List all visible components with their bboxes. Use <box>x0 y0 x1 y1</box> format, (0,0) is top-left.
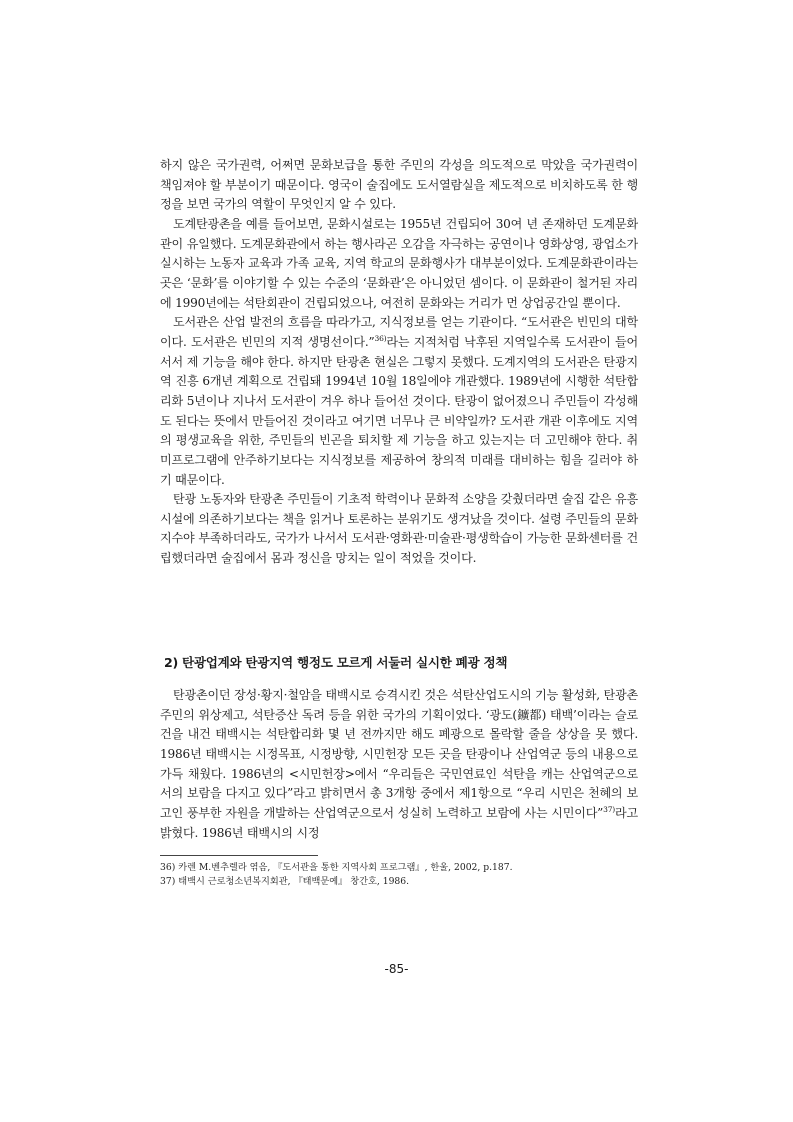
footnote-ref-37[interactable]: 37) <box>603 804 616 814</box>
footnote-36: 36) 카렌 M.벤추렐라 엮음, 『도서관을 통한 지역사회 프로그램』, 한울, 2002, p.187. <box>160 862 513 873</box>
section-paragraph-1-text-b: 라고 밝혔다. 1986년 태백시의 시정 <box>160 805 638 840</box>
paragraph-3-text-b: 라는 지적처럼 낙후된 지역일수록 도서관이 들어서서 제 기능을 해야 한다. 하지만 탄광촌 현실은 그렇지 못했다. 도계지역의 도서관은 탄광지역 진흥 6개년 계획으로 건립돼 1994년 10월 18일에야 개관했다. 1989년에 시행한 석탄합리화 5년이나 지나서 도서관이 겨우 하나 들어선 것이다. 탄광이 없어졌으니 주민들이 각성해도 된다는 뜻에서 만들어진 것이라고 여기면 너무나 큰 비약일까? 도서관 개관 이후에도 지역의 평생교육을 위한, 주민들의 빈곤을 퇴치할 제 기능을 하고 있는지는 더 고민해야 한다. 취미프로그램에 안주하기보다는 지식정보를 제공하여 창의적 미래를 대비하는 힘을 길러야 하기 때문이다. <box>160 334 639 487</box>
section-heading: 2) 탄광업계와 탄광지역 행정도 모르게 서둘러 실시한 폐광 정책 <box>164 655 508 670</box>
paragraph-3 <box>160 313 638 490</box>
footnote-37: 37) 태백시 근로청소년복지회관, 『태백문예』 창간호, 1986. <box>160 876 410 888</box>
footnote-ref-36[interactable]: 36) <box>374 333 387 343</box>
paragraph-4: 탄광 노동자와 탄광촌 주민들이 기초적 학력이나 문화적 소양을 갖췄더라면 술집 같은 유흥시설에 의존하기보다는 책을 읽거나 토론하는 분위기도 생겨났을 것이다. 설령 주민들의 문화지수야 부족하더라도, 국가가 나서서 도서관·영화관·미술관·평생학습이 가능한 문화센터를 건립했더라면 술집에서 몸과 정신을 망치는 일이 적었을 것이다. <box>160 492 638 566</box>
body-text <box>160 156 638 569</box>
paragraph-1: 하지 않은 국가권력, 어쩌면 문화보급을 통한 주민의 각성을 의도적으로 막았을 국가권력이 책임져야 할 부분이기 때문이다. 영국이 술집에도 도서열람실을 제도적으로 비치하도록 한 행정을 보면 국가의 역할이 무엇인지 알 수 있다. <box>160 158 638 212</box>
paragraph-3-text-a: 도서관은 산업 발전의 흐름을 따라가고, 지식정보를 얻는 기관이다. “도서관은 빈민의 대학이다. 도서관은 빈민의 지적 생명선이다.” <box>160 315 638 349</box>
footnotes <box>160 861 640 890</box>
section-paragraph-1-text-a: 탄광촌이던 장성·황지·철암을 태백시로 승격시킨 것은 석탄산업도시의 기능 활성화, 탄광촌 주민의 위상제고, 석탄증산 독려 등을 위한 국가의 기획이었다. ‘광도(鑛都) 태백’이라는 슬로건을 내건 태백시는 석탄합리화 몇 년 전까지만 해도 폐광으로 몰락할 줄을 상상을 못 했다. 1986년 태백시는 시정목표, 시정방향, 시민헌장 모든 곳을 탄광이나 산업역군 등의 내용으로 가득 채웠다. 1986년의 <시민헌장>에서 “우리들은 국민연료인 석탄을 캐는 산업역군으로서의 보람을 다지고 있다”라고 밝히면서 총 3개항 중에서 제1항으로 “우리 시민은 천혜의 보고인 풍부한 자원을 개발하는 산업역군으로서 성실히 노력하고 보람에 사는 시민이다” <box>160 688 638 820</box>
footnote-divider <box>160 855 318 856</box>
page-number: -85- <box>384 962 409 976</box>
section-text <box>160 686 638 843</box>
paragraph-2: 도계탄광촌을 예를 들어보면, 문화시설로는 1955년 건립되어 30여 년 존재하던 도계문화관이 유일했다. 도계문화관에서 하는 행사라곤 오감을 자극하는 공연이나 영화상영, 광업소가 실시하는 노동자 교육과 가족 교육, 지역 학교의 문화행사가 대부분이었다. 도계문화관이라는 곳은 ‘문화’를 이야기할 수 있는 수준의 ‘문화관’은 아니었던 셈이다. 이 문화관이 철거된 자리에 1990년에는 석탄회관이 건립되었으나, 여전히 문화와는 거리가 먼 상업공간일 뿐이다. <box>160 216 638 310</box>
section-paragraph-1 <box>160 686 638 843</box>
